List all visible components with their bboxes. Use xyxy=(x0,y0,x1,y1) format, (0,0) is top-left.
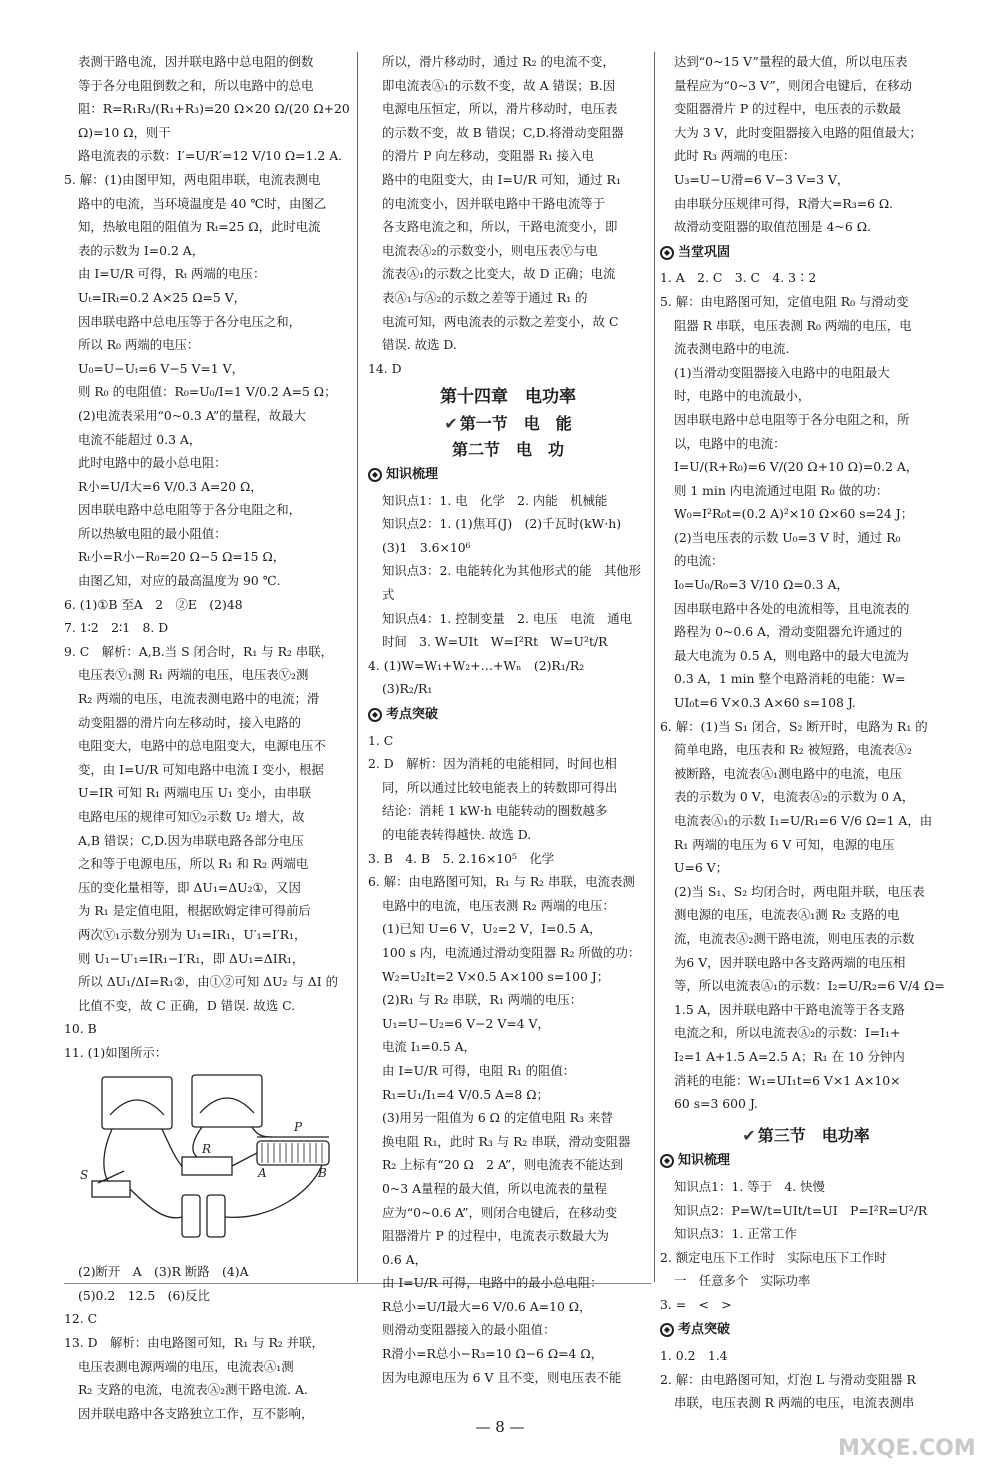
text-line: 结论：消耗 1 kW·h 电能转动的圈数越多 xyxy=(382,803,608,819)
text-line: 表测干路电流，因并联电路中总电阻的倒数 xyxy=(78,54,314,69)
section-3-title: ✔ 第三节 电功率 xyxy=(660,1124,952,1148)
text-line: 两次Ⓥ₁示数分别为 U₁=IR₁，U′₁=I′R₁， xyxy=(78,926,307,942)
text-line: 电流不能超过 0.3 A， xyxy=(78,431,202,447)
heading-knowledge: ◆ 知识梳理 xyxy=(368,463,648,487)
text-line: 3. B 4. B 5. 2.16×10⁵ 化学 xyxy=(368,850,555,866)
text-line: 电流表Ⓐ₁的示数 I₁=U/R₁=6 V/6 Ω=1 A，由 xyxy=(674,813,933,828)
wire-7 xyxy=(225,1165,322,1217)
text-line: 知识点3：2. 电能转化为其他形式的能 其他形式 xyxy=(382,563,642,603)
ammeter-body xyxy=(102,1077,172,1129)
text-line: 动变阻器的滑片向左移动时，接入电路的 xyxy=(78,714,302,730)
text-line: (3)R₂/R₁ xyxy=(382,681,433,697)
text-line: 所以 R₀ 两端的电压： xyxy=(78,337,200,353)
text-line: 因为电源电压为 6 V 且不变，则电压表不能 xyxy=(382,1369,622,1385)
text-line: 5. 解：由电路图可知，定值电阻 R₀ 与滑动变 xyxy=(660,293,909,309)
col2-top-text xyxy=(368,50,648,380)
text-line: 1. 0.2 1.4 xyxy=(660,1348,728,1364)
text-line: I₂=1 A+1.5 A=2.5 A；R₁ 在 10 分钟内 xyxy=(674,1048,905,1064)
column-right xyxy=(660,50,952,1415)
text-line: 换电阻 R₁，此时 R₃ 与 R₂ 串联，滑动变阻器 xyxy=(382,1133,631,1149)
label-r: R xyxy=(202,1141,212,1156)
column-divider-2 xyxy=(654,52,655,1282)
text-line: 同，所以通过比较电能表上的转数即可得出 xyxy=(382,779,618,795)
text-line: 电路中的电流，电压表测 R₂ 两端的电压： xyxy=(382,897,615,913)
text-line: 之和等于电源电压，所以 R₁ 和 R₂ 两端电 xyxy=(78,856,309,872)
text-line: 电流 I₁=0.5 A， xyxy=(382,1039,476,1055)
text-line: (2)断开 A (3)R 断路 (4)A xyxy=(78,1264,249,1280)
text-line: Rₜ小=R小−R₀=20 Ω−5 Ω=15 Ω， xyxy=(78,549,286,565)
text-line: (1)当滑动变阻器接入电路中的电阻最大 xyxy=(674,364,890,380)
wire-3 xyxy=(193,1127,202,1157)
text-line: 变，由 I=U/R 可知电路中电流 I 变小，根据 xyxy=(78,761,324,777)
column-divider-1 xyxy=(357,52,358,1282)
text-line: U=IR 可知 R₁ 两端电压 U₁ 变小，由串联 xyxy=(78,785,312,801)
text-line: 时间 3. W=UIt W=I²Rt W=U²t/R xyxy=(382,634,608,650)
text-line: 消耗的电能：W₁=UI₁t=6 V×1 A×10× xyxy=(674,1072,901,1088)
diamond-icon: ◆ xyxy=(660,246,674,260)
text-line: 3. = < > xyxy=(660,1296,732,1312)
text-line: 此时 R₃ 两端的电压： xyxy=(674,148,796,164)
diamond-icon: ◆ xyxy=(660,1323,674,1337)
wire-5 xyxy=(232,1153,257,1166)
text-line: 知识点1：1. 电 化学 2. 内能 机械能 xyxy=(382,492,608,508)
text-line: 表的示数为 I=0.2 A， xyxy=(78,242,205,258)
consolidation-text xyxy=(660,266,952,1115)
text-line: 12. C xyxy=(64,1311,98,1327)
text-line: 所以 ΔU₁/ΔI=R₁②，由①②可知 ΔU₂ 与 ΔI 的 xyxy=(78,974,338,990)
text-line: 压的变化量相等，即 ΔU₁=ΔU₂①，又因 xyxy=(78,879,301,895)
text-line: 被断路，电流表Ⓐ₁测电路中的电流，电压 xyxy=(674,765,902,781)
text-line: 1.5 A，因并联电路中干路电流等于各支路 xyxy=(674,1001,905,1017)
text-line: 达到“0~15 V”量程的最大值，所以电压表 xyxy=(674,54,908,69)
resistor-r xyxy=(182,1157,232,1175)
text-line: 知识点3：1. 正常工作 xyxy=(674,1226,797,1242)
text-line: A,B 错误；C,D.因为串联电路各部分电压 xyxy=(78,832,304,848)
text-line: R₁ 两端的电压为 6 V 可知，电源的电压 xyxy=(674,836,895,852)
text-line: Uₜ=IRₜ=0.2 A×25 Ω=5 V， xyxy=(78,289,247,305)
text-line: 电流之和，所以电流表Ⓐ₂的示数：I=I₁+ xyxy=(674,1025,901,1041)
text-line: 等于各分电阻倒数之和，所以电路中的总电 xyxy=(78,77,314,93)
text-line: 应为“0~0.6 A”，则闭合电键后，在移动变 xyxy=(382,1204,618,1220)
text-line: R滑小=R总小−R₃=10 Ω−6 Ω=4 Ω， xyxy=(382,1346,603,1362)
text-line: 简单电路，电压表和 R₂ 被短路，电流表Ⓐ₂ xyxy=(674,742,912,758)
text-line: 以，电路中的电流： xyxy=(674,435,786,451)
text-line: W₀=I²R₀t=(0.2 A)²×10 Ω×60 s=24 J； xyxy=(674,506,914,522)
text-line: (2)当电压表的示数 U₀=3 V 时，通过 R₀ xyxy=(674,529,901,545)
text-line: 表Ⓐ₁与Ⓐ₂的示数之差等于通过 R₁ 的 xyxy=(382,289,588,305)
text-line: 10. B xyxy=(64,1021,97,1037)
text-line: 一 任意多个 实际功率 xyxy=(674,1273,811,1289)
text-line: 大为 3 V，此时变阻器接入电路的阻值最大； xyxy=(674,124,922,140)
label-p: P xyxy=(294,1119,303,1134)
text-line: 等，所以电流表Ⓐ₁的示数：I₂=U/R₂=6 V/4 Ω= xyxy=(674,978,945,994)
text-line: 知识点2：1. (1)焦耳(J) (2)千瓦时(kW·h) xyxy=(382,516,622,532)
watermark: MXQE.COM xyxy=(838,1436,976,1461)
text-line: U=6 V； xyxy=(674,860,728,876)
text-line: 的滑片 P 向左移动，变阻器 R₁ 接入电 xyxy=(382,148,594,164)
text-line: 路电流表的示数：I′=U/R′=12 V/10 Ω=1.2 A. xyxy=(78,148,343,164)
text-line: (1)已知 U=6 V，U₂=2 V，I=0.5 A， xyxy=(382,921,602,937)
text-line: 4. (1)W=W₁+W₂+…+Wₙ (2)R₁/R₂ xyxy=(368,657,585,673)
text-line: 电路电压的规律可知Ⓥ₂示数 U₂ 增大，故 xyxy=(78,809,305,824)
text-line: 由串联分压规律可得，R滑大=R₃=6 Ω. xyxy=(674,195,894,211)
text-line: 流，电流表Ⓐ₂测干路电流，则电压表的示数 xyxy=(674,930,915,946)
text-line: R₂ 两端的电压，电流表测电路中的电流；滑 xyxy=(78,691,320,707)
text-line: 电压表测电源两端的电压，电流表Ⓐ₁测 xyxy=(78,1358,294,1374)
leaf-icon: ✔ xyxy=(742,1125,756,1145)
col1-text xyxy=(64,50,351,1065)
wire-6 xyxy=(130,1189,182,1218)
text-line: 的电能表转得越快. 故选 D. xyxy=(382,827,532,842)
text-line: 路程为 0~0.6 A，滑动变阻器允许通过的 xyxy=(674,624,903,640)
text-line: 则滑动变阻器接入的最小阻值： xyxy=(382,1322,556,1338)
text-line: 路中的电阻变大，由 I=U/R 可知，通过 R₁ xyxy=(382,171,621,187)
text-line: 14. D xyxy=(368,360,402,376)
column-left xyxy=(64,50,351,1425)
text-line: 因串联电路中总电阻等于各分电阻之和，所 xyxy=(674,411,910,427)
text-line: R₂ 上标有“20 Ω 2 A”，则电流表不能达到 xyxy=(382,1157,623,1173)
page-number: — 8 — xyxy=(475,1418,525,1436)
col1-after-text xyxy=(64,1260,351,1425)
wire-2 xyxy=(162,1129,182,1166)
switch-base xyxy=(92,1181,130,1197)
text-line: 阻器滑片 P 的过程中，电流表示数最大为 xyxy=(382,1228,609,1244)
text-line: R总小=U/I最大=6 V/0.6 A=10 Ω， xyxy=(382,1298,592,1314)
text-line: 因串联电路中总电压等于各分电压之和， xyxy=(78,313,302,329)
text-line: 2. D 解析：因为消耗的电能相同，时间也相 xyxy=(368,756,617,772)
text-line: 6. (1)①B 至A 2 ②E (2)48 xyxy=(64,596,243,612)
section-1-title: ✔ 第一节 电 能 xyxy=(368,412,648,436)
text-line: 知识点4：1. 控制变量 2. 电压 电流 通电 xyxy=(382,610,633,626)
text-line: 阻器 R 串联，电压表测 R₀ 两端的电压，电 xyxy=(674,317,912,333)
text-line: R₁=U₁/I₁=4 V/0.5 A=8 Ω； xyxy=(382,1086,549,1102)
text-line: 1. A 2. C 3. C 4. 3∶2 xyxy=(660,270,817,286)
knowledge-2-text xyxy=(660,1175,952,1317)
text-line: 的电流： xyxy=(674,553,724,569)
ammeter-scale xyxy=(110,1100,164,1115)
heading-consolidation: ◆ 当堂巩固 xyxy=(660,241,952,265)
wire-1 xyxy=(104,1129,112,1181)
column-middle xyxy=(368,50,648,1389)
text-line: 由图乙知，对应的最高温度为 90 ℃. xyxy=(78,573,281,589)
text-line: (5)0.2 12.5 (6)反比 xyxy=(78,1287,210,1303)
text-line: W₂=U₂It=2 V×0.5 A×100 s=100 J； xyxy=(382,968,610,984)
text-line: 1. C xyxy=(368,732,394,748)
text-line: 因串联电路中各处的电流相等，且电流表的 xyxy=(674,600,910,616)
battery-1 xyxy=(182,1195,200,1237)
text-line: 电源电压恒定，所以，滑片移动时，电压表 xyxy=(382,101,618,117)
text-line: 因并联电路中各支路独立工作，互不影响， xyxy=(78,1405,314,1421)
knowledge-text xyxy=(368,489,648,701)
label-b: B xyxy=(318,1165,327,1180)
text-line: 比值不变，故 C 正确，D 错误. 故选 C. xyxy=(78,997,296,1013)
text-line: (2)当 S₁、S₂ 均闭合时，两电阻并联，电压表 xyxy=(674,883,925,899)
text-line: 错误. 故选 D. xyxy=(382,337,457,353)
text-line: 阻：R=R₁R₃/(R₁+R₃)=20 Ω×20 Ω/(20 Ω+20 Ω)=10 Ω，则干 xyxy=(78,101,350,140)
text-line: 串联，电压表测 R 两端的电压，电流表测串 xyxy=(674,1395,915,1411)
text-line: (3)1 3.6×10⁶ xyxy=(382,539,471,555)
text-line: 因串联电路中总电阻等于各分电阻之和， xyxy=(78,502,302,518)
text-line: 测电源的电压，电流表Ⓐ₁测 R₂ 支路的电 xyxy=(674,907,900,923)
text-line: U₁=U−U₂=6 V−2 V=4 V， xyxy=(382,1015,550,1031)
section-2-title: 第二节 电 功 xyxy=(451,439,564,459)
voltmeter-body xyxy=(192,1075,262,1127)
text-line: 表的示数为 0 V，电流表Ⓐ₂的示数为 0 A， xyxy=(674,789,915,805)
text-line: 所以，滑片移动时，通过 R₂ 的电流不变， xyxy=(382,54,615,69)
text-line: 2. 解：由电路图可知，灯泡 L 与滑动变阻器 R xyxy=(660,1371,916,1387)
text-line: 则 U₁−U′₁=IR₁−I′R₁，即 ΔU₁=ΔIR₁， xyxy=(78,950,305,966)
text-line: 6. 解：由电路图可知，R₁ 与 R₂ 串联，电流表测 xyxy=(368,874,635,890)
text-line: 则 1 min 内电流通过电阻 R₀ 做的功： xyxy=(674,482,889,498)
heading-knowledge-2: ◆ 知识梳理 xyxy=(660,1149,952,1173)
text-line: 6. 解：(1)当 S₁ 闭合，S₂ 断开时，电路为 R₁ 的 xyxy=(660,718,928,734)
heading-breakthrough-2: ◆ 考点突破 xyxy=(660,1318,952,1342)
text-line: 7. 1∶2 2∶1 8. D xyxy=(64,620,169,636)
label-a: A xyxy=(258,1165,267,1180)
text-line: 5. 解：(1)由图甲知，两电阻串联，电流表测电 xyxy=(64,171,321,187)
text-line: 知，热敏电阻的阻值为 Rₜ=25 Ω，此时电流 xyxy=(78,219,321,235)
diamond-icon: ◆ xyxy=(368,708,382,722)
text-line: 为 R₁ 是定值电阻，根据欧姆定律可得前后 xyxy=(78,903,311,919)
leaf-icon: ✔ xyxy=(444,413,458,433)
text-line: 流表Ⓐ₁的示数之比变大，故 D 正确；电流 xyxy=(382,266,616,282)
wire-4 xyxy=(252,1127,272,1137)
diamond-icon: ◆ xyxy=(368,468,382,482)
text-line: 即电流表Ⓐ₁的示数不变，故 A 错误；B.因 xyxy=(382,77,616,93)
text-line: 的电流变小，因并联电路中干路电流等于 xyxy=(382,195,606,211)
text-line: 故滑动变阻器的取值范围是 4~6 Ω. xyxy=(674,219,871,235)
battery-2 xyxy=(207,1195,225,1237)
text-line: 最大电流为 0.5 A，则电路中的最大电流为 xyxy=(674,647,909,663)
text-line: I=U/(R+R₀)=6 V/(20 Ω+10 Ω)=0.2 A， xyxy=(674,459,919,475)
text-line: 13. D 解析：由电路图可知，R₁ 与 R₂ 并联， xyxy=(64,1334,324,1350)
text-line: (2)电流表采用“0~0.3 A”的量程，故最大 xyxy=(78,407,306,423)
text-line: 路中的电流，当环境温度是 40 ℃时，由图乙 xyxy=(78,195,327,211)
breakthrough-text xyxy=(368,729,648,1390)
text-line: 知识点2：P=W/t=UIt/t=UI P=I²R=U²/R xyxy=(674,1202,928,1218)
text-line: 9. C 解析：A,B.当 S 闭合时，R₁ 与 R₂ 串联， xyxy=(64,643,334,659)
text-line: 由 I=U/R 可得，电路中的最小总电阻： xyxy=(382,1275,603,1291)
breakthrough-2-text xyxy=(660,1344,952,1415)
text-line: (2)R₁ 与 R₂ 串联，R₁ 两端的电压： xyxy=(382,992,583,1008)
text-line: R₂ 支路的电流，电流表Ⓐ₂测干路电流. A. xyxy=(78,1382,308,1398)
text-line: (3)用另一阻值为 6 Ω 的定值电阻 R₃ 来替 xyxy=(382,1110,613,1126)
text-line: UI₀t=6 V×0.3 A×60 s=108 J. xyxy=(674,695,856,711)
text-line: 电流表Ⓐ₂的示数变小，则电压表Ⓥ与电 xyxy=(382,242,598,258)
text-line: 0~3 A量程的最大值，所以电流表的量程 xyxy=(382,1180,607,1196)
text-line: 100 s 内，电流通过滑动变阻器 R₂ 所做的功： xyxy=(382,944,641,960)
text-line: 由 I=U/R 可得，电阻 R₁ 的阻值： xyxy=(382,1062,576,1078)
chapter-title: 第十四章 电功率 xyxy=(440,387,576,408)
text-line: 60 s=3 600 J. xyxy=(674,1096,758,1112)
text-line: 知识点1：1. 等于 4. 快慢 xyxy=(674,1178,825,1194)
text-line: 所以热敏电阻的最小阻值： xyxy=(78,525,227,541)
text-line: U₀=U−Uₜ=6 V−5 V=1 V， xyxy=(78,360,244,376)
text-line: 的示数不变，故 B 错误；C,D.将滑动变阻器 xyxy=(382,124,624,140)
text-line: 为6 V，因并联电路中各支路两端的电压相 xyxy=(674,954,906,970)
text-line: 11. (1)如图所示： xyxy=(64,1044,168,1060)
heading-breakthrough: ◆ 考点突破 xyxy=(368,703,648,727)
text-line: 电阻变大，电路中的总电阻变大，电源电压不 xyxy=(78,738,326,754)
text-line: 此时电路中的最小总电阻： xyxy=(78,455,227,471)
circuit-diagram xyxy=(72,1071,342,1249)
text-line: 流表测电路中的电流. xyxy=(674,341,790,357)
col3-top-text xyxy=(660,50,952,239)
text-line: 变阻器滑片 P 的过程中，电压表的示数最 xyxy=(674,101,901,117)
text-line: 量程应为“0~3 V”，则闭合电键后，在移动 xyxy=(674,77,913,93)
diamond-icon: ◆ xyxy=(660,1154,674,1168)
text-line: 由 I=U/R 可得，Rₜ 两端的电压： xyxy=(78,266,266,282)
text-line: 则 R₀ 的电阻值：R₀=U₀/I=1 V/0.2 A=5 Ω； xyxy=(78,384,337,400)
text-line: I₀=U₀/R₀=3 V/10 Ω=0.3 A， xyxy=(674,577,849,593)
text-line: 电压表Ⓥ₁测 R₁ 两端的电压，电压表Ⓥ₂测 xyxy=(78,667,309,683)
text-line: U₃=U−U滑=6 V−3 V=3 V， xyxy=(674,171,850,187)
text-line: 2. 额定电压下工作时 实际电压下工作时 xyxy=(660,1249,887,1265)
text-line: 各支路电流之和，所以，干路电流变小，即 xyxy=(382,219,618,235)
voltmeter-scale xyxy=(200,1098,254,1113)
label-s: S xyxy=(80,1167,89,1182)
text-line: 时，电路中的电流最小， xyxy=(674,388,811,404)
text-line: R小=U/I大=6 V/0.3 A=20 Ω， xyxy=(78,478,263,494)
text-line: 0.3 A，1 min 整个电路消耗的电能：W= xyxy=(674,671,906,687)
text-line: 0.6 A， xyxy=(382,1251,427,1267)
text-line: 电流可知，两电流表的示数之差变小，故 C xyxy=(382,313,619,329)
